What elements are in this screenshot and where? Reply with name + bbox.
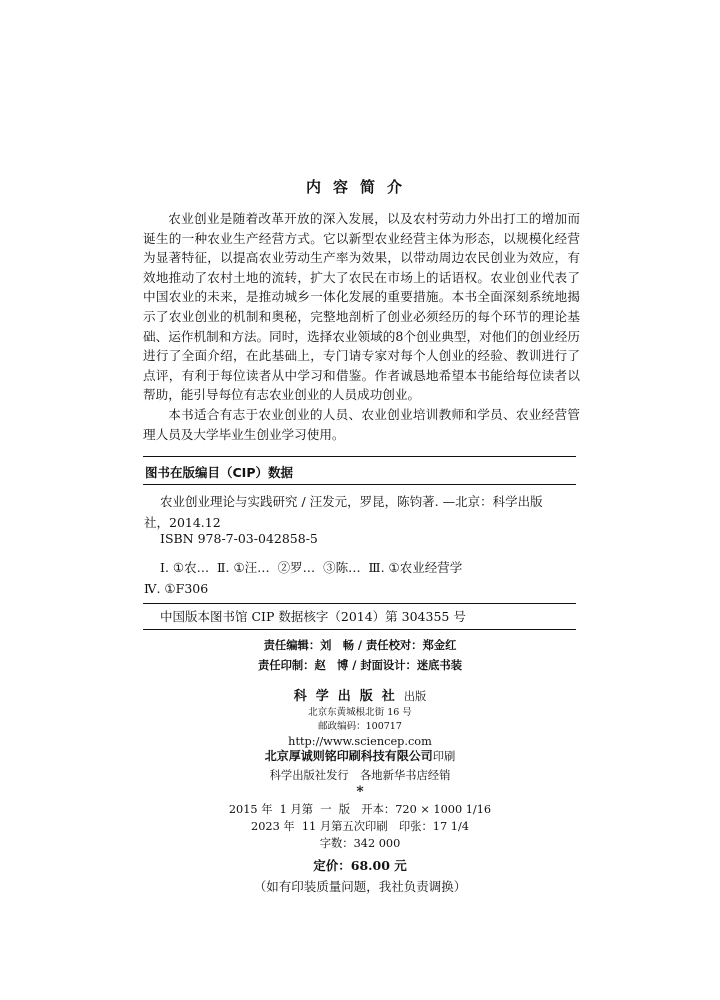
cip-verification: 中国版本图书馆 CIP 数据核字（2014）第 304355 号 <box>160 609 466 624</box>
cip-classification <box>144 557 580 599</box>
printing-line: 2023 年 11 月第五次印刷 印张：17 1/4 <box>251 820 469 833</box>
publisher-address: 北京东黄城根北街 16 号 <box>308 707 412 718</box>
printer-line <box>0 745 720 767</box>
publisher-postcode: 邮政编码：100717 <box>318 721 402 732</box>
cip-entry-line: 社，2014.12 <box>144 515 221 530</box>
publisher-suffix: 出版 <box>403 690 427 703</box>
cip-entry-line: 农业创业理论与实践研究 / 汪发元，罗昆，陈钧著. —北京：科学出版 <box>160 494 543 509</box>
cip-mid-rule <box>143 603 576 604</box>
quality-note: （如有印装质量问题，我社负责调换） <box>253 879 467 894</box>
price: 定价：68.00 元 <box>313 858 407 873</box>
separator-star: * <box>356 784 364 800</box>
printer-name: 北京厚诚则铭印刷科技有限公司 <box>264 749 433 763</box>
summary-title: 内容简介 <box>305 178 414 196</box>
cip-heading-rule <box>143 484 576 485</box>
credits-printing-line: 责任印制：赵 博 / 封面设计：迷底书装 <box>257 659 463 672</box>
cip-isbn: ISBN 978-7-03-042858-5 <box>160 531 318 546</box>
summary-paragraph: 农业创业是随着改革开放的深入发展，以及农村劳动力外出打工的增加而诞生的一种农业生产经营方式。它以新型农业经营主体为形态，以规模化经营为显著特征，以提高农业劳动生产率为效果，以带动周边农民创业为效应，有效地推动了农村土地的流转，扩大了农民在市场上的话语权。农业创业代表了中国农业的未来，是推动城乡一体化发展的重要措施。本书全面深刻系统地揭示了农业创业的机制和奥秘，完整地剖析了创业必须经历的每个环节的理论基础、运作机制和方法。同时，选择农业领域的8个创业典型，对他们的创业经历进行了全面介绍，在此基础上，专门请专家对每个人创业的经验、教训进行了点评，有利于每位读者从中学习和借鉴。作者诚恳地希望本书能给每位读者以帮助，能引导每位有志农业创业的人员成功创业。 <box>143 211 580 403</box>
credits-editor-line: 责任编辑：刘 畅 / 责任校对：郑金红 <box>263 639 457 652</box>
cip-heading: 图书在版编目（CIP）数据 <box>145 465 293 480</box>
cip-class-line: Ⅳ. ①F306 <box>144 581 209 596</box>
credits <box>0 636 720 676</box>
publisher-name: 科学出版社 <box>293 689 404 704</box>
printer-suffix: 印刷 <box>432 750 456 763</box>
cip-bottom-rule <box>143 629 576 630</box>
cip-top-rule <box>143 456 576 457</box>
edition-info <box>0 801 720 852</box>
cip-record <box>144 491 580 533</box>
summary-body <box>143 209 580 444</box>
publisher-line <box>0 685 720 706</box>
distribution-line: 科学出版社发行 各地新华书店经销 <box>269 769 451 782</box>
summary-paragraph: 本书适合有志于农业创业的人员、农业创业培训教师和学员、农业经营管理人员及大学毕业生创业学习使用。 <box>143 406 580 442</box>
word-count: 字数：342 000 <box>319 837 401 850</box>
publisher-block <box>0 685 720 750</box>
cip-class-line: Ⅰ. ①农… Ⅱ. ①汪… ②罗… ③陈… Ⅲ. ①农业经营学 <box>160 560 463 575</box>
edition-line: 2015 年 1 月第 一 版 开本：720 × 1000 1/16 <box>228 803 492 816</box>
publisher-url: http://www.sciencep.com <box>288 735 432 748</box>
